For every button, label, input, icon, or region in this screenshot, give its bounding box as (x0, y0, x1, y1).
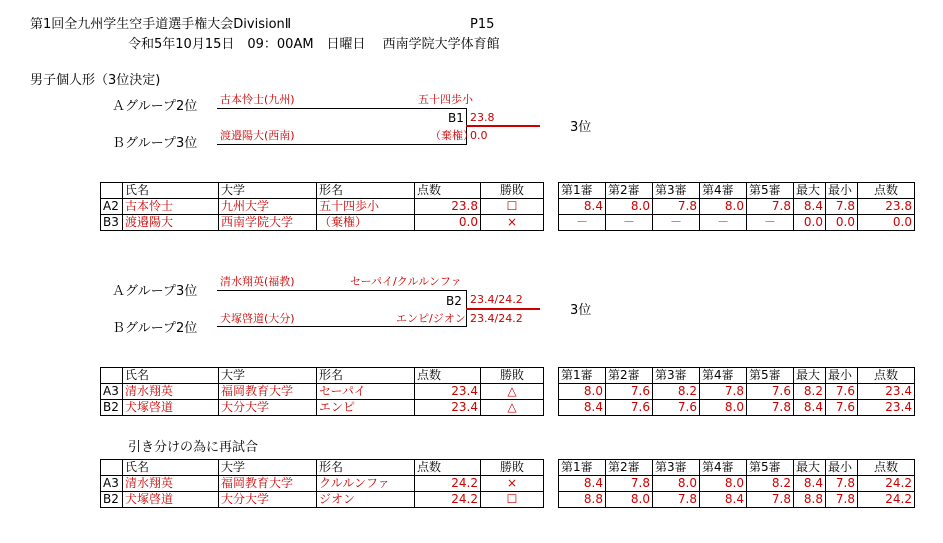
bracket-1-score-top: 23.8 (470, 111, 495, 124)
row-score: 23.4 (415, 400, 481, 416)
table-row (101, 384, 544, 400)
header-total: 点数 (858, 368, 915, 384)
row-result: ☐ (481, 199, 544, 215)
judge-score: 8.8 (559, 492, 606, 508)
total-score: 23.8 (858, 199, 915, 215)
bracket-2-score-top: 23.4/24.2 (470, 293, 523, 306)
judge-score: 7.6 (606, 384, 653, 400)
header-kata: 形名 (317, 183, 415, 199)
table-row (559, 476, 915, 492)
header-judge-3: 第3審 (653, 460, 700, 476)
header-cell (101, 368, 123, 384)
event-datetime-venue: 令和5年10月15日 09：00AM 日曜日 西南学院大学体育館 (128, 37, 500, 52)
header-judge-2: 第2審 (606, 460, 653, 476)
header-judge-3: 第3審 (653, 183, 700, 199)
judge-score: 7.6 (747, 384, 794, 400)
row-kata: クルルンファ (317, 476, 415, 492)
bracket-2-top-line (217, 290, 467, 291)
row-name: 犬塚啓道 (123, 400, 219, 416)
row-id: B3 (101, 215, 123, 231)
table-header-row (101, 368, 544, 384)
row-university: 大分大学 (219, 492, 317, 508)
results-table-3 (100, 459, 544, 508)
row-score: 23.4 (415, 384, 481, 400)
row-kata: セーパイ (317, 384, 415, 400)
row-id: A2 (101, 199, 123, 215)
judge-score: 8.0 (700, 400, 747, 416)
row-id: B2 (101, 492, 123, 508)
judge-score: 7.8 (606, 476, 653, 492)
row-score: 24.2 (415, 492, 481, 508)
bracket-2-match-id: B2 (446, 294, 462, 308)
total-score: 24.2 (858, 476, 915, 492)
min-score: 7.8 (826, 476, 858, 492)
header-judge-4: 第4審 (700, 368, 747, 384)
table-row (101, 400, 544, 416)
header-score: 点数 (415, 460, 481, 476)
bracket-2-bottom-kata: エンピ/ジオン (396, 312, 466, 325)
header-cell (101, 183, 123, 199)
judge-score: － (559, 215, 606, 231)
header-score: 点数 (415, 368, 481, 384)
row-score: 24.2 (415, 476, 481, 492)
row-result: △ (481, 384, 544, 400)
header-judge-3: 第3審 (653, 368, 700, 384)
table-row (559, 199, 915, 215)
max-score: 8.2 (794, 384, 826, 400)
row-name: 渡邉陽大 (123, 215, 219, 231)
row-result: × (481, 215, 544, 231)
row-name: 清水翔英 (123, 476, 219, 492)
header-max: 最大 (794, 368, 826, 384)
judge-score: － (653, 215, 700, 231)
judge-score: 8.0 (606, 199, 653, 215)
max-score: 8.4 (794, 199, 826, 215)
header-judge-1: 第1審 (559, 368, 606, 384)
judge-score: 7.6 (606, 400, 653, 416)
bracket-1-winner-line (466, 125, 540, 127)
table-row (559, 215, 915, 231)
header-university: 大学 (219, 368, 317, 384)
bracket-2-group-a: Ａグループ3位 (112, 284, 198, 299)
header-judge-4: 第4審 (700, 460, 747, 476)
header-judge-4: 第4審 (700, 183, 747, 199)
judge-score: － (747, 215, 794, 231)
judge-score: 8.2 (653, 384, 700, 400)
header-name: 氏名 (123, 460, 219, 476)
header-cell (101, 460, 123, 476)
bracket-1-place: 3位 (570, 120, 592, 135)
section-title: 男子個人形（3位決定) (30, 73, 161, 88)
judge-score: 7.8 (747, 199, 794, 215)
max-score: 8.8 (794, 492, 826, 508)
header-min: 最小 (826, 460, 858, 476)
table-row (559, 492, 915, 508)
bracket-2-bottom-line (217, 326, 467, 327)
row-university: 福岡教育大学 (219, 476, 317, 492)
total-score: 23.4 (858, 384, 915, 400)
bracket-1-bottom-name: 渡邉陽大(西南) (220, 129, 295, 142)
header-name: 氏名 (123, 183, 219, 199)
total-score: 0.0 (858, 215, 915, 231)
header-max: 最大 (794, 460, 826, 476)
row-name: 清水翔英 (123, 384, 219, 400)
bracket-1-bottom-kata: （棄権） (430, 129, 474, 142)
max-score: 8.4 (794, 476, 826, 492)
judge-score: 7.6 (653, 400, 700, 416)
judge-score: 8.4 (700, 492, 747, 508)
header-kata: 形名 (317, 460, 415, 476)
row-university: 九州大学 (219, 199, 317, 215)
page-number: P15 (470, 17, 495, 32)
judge-score: 8.4 (559, 476, 606, 492)
bracket-2-top-name: 清水翔英(福教) (220, 275, 295, 288)
bracket-1-top-name: 古本怜士(九州) (220, 93, 295, 106)
bracket-2-score-bottom: 23.4/24.2 (470, 312, 523, 325)
judges-table-3 (558, 459, 915, 508)
min-score: 7.8 (826, 199, 858, 215)
min-score: 7.6 (826, 384, 858, 400)
results-table-1 (100, 182, 544, 231)
bracket-1-match-id: B1 (448, 111, 464, 125)
header-score: 点数 (415, 183, 481, 199)
bracket-1-score-bottom: 0.0 (470, 129, 488, 142)
table-row (101, 476, 544, 492)
row-kata: 五十四歩小 (317, 199, 415, 215)
bracket-1-top-kata: 五十四歩小 (418, 93, 473, 106)
bracket-1-group-a: Ａグループ2位 (112, 99, 198, 114)
bracket-2-group-b: Ｂグループ2位 (112, 321, 198, 336)
min-score: 7.6 (826, 400, 858, 416)
bracket-2-place: 3位 (570, 303, 592, 318)
bracket-1-bottom-line (217, 144, 467, 145)
max-score: 0.0 (794, 215, 826, 231)
row-name: 古本怜士 (123, 199, 219, 215)
row-university: 福岡教育大学 (219, 384, 317, 400)
header-judge-5: 第5審 (747, 183, 794, 199)
table-row (101, 199, 544, 215)
table-row (559, 400, 915, 416)
row-score: 23.8 (415, 199, 481, 215)
min-score: 0.0 (826, 215, 858, 231)
rematch-note: 引き分けの為に再試合 (128, 440, 259, 455)
row-kata: （棄権） (317, 215, 415, 231)
judge-score: 7.8 (653, 199, 700, 215)
document-title: 第1回全九州学生空手道選手権大会DivisionⅡ (30, 17, 292, 32)
judge-score: 8.0 (653, 476, 700, 492)
judge-score: － (606, 215, 653, 231)
judge-score: 7.8 (747, 492, 794, 508)
header-kata: 形名 (317, 368, 415, 384)
bracket-2-top-kata: セーパイ/クルルンファ (350, 275, 462, 288)
header-result: 勝敗 (481, 368, 544, 384)
header-university: 大学 (219, 460, 317, 476)
row-result: × (481, 476, 544, 492)
header-university: 大学 (219, 183, 317, 199)
total-score: 23.4 (858, 400, 915, 416)
header-min: 最小 (826, 183, 858, 199)
table-row (559, 384, 915, 400)
judge-score: 8.0 (700, 476, 747, 492)
bracket-2-winner-line (466, 308, 540, 310)
row-result: ☐ (481, 492, 544, 508)
header-total: 点数 (858, 183, 915, 199)
min-score: 7.8 (826, 492, 858, 508)
row-name: 犬塚啓道 (123, 492, 219, 508)
judges-table-1 (558, 182, 915, 231)
row-score: 0.0 (415, 215, 481, 231)
judge-score: 8.2 (747, 476, 794, 492)
table-header-row (559, 460, 915, 476)
total-score: 24.2 (858, 492, 915, 508)
header-result: 勝敗 (481, 460, 544, 476)
header-max: 最大 (794, 183, 826, 199)
header-judge-2: 第2審 (606, 368, 653, 384)
row-id: A3 (101, 476, 123, 492)
header-judge-1: 第1審 (559, 183, 606, 199)
table-row (101, 492, 544, 508)
judge-score: 8.4 (559, 199, 606, 215)
judge-score: 7.8 (700, 384, 747, 400)
judge-score: 7.8 (747, 400, 794, 416)
row-result: △ (481, 400, 544, 416)
bracket-1-top-line (217, 108, 467, 109)
header-judge-5: 第5審 (747, 368, 794, 384)
row-university: 大分大学 (219, 400, 317, 416)
results-table-2 (100, 367, 544, 416)
bracket-1-group-b: Ｂグループ3位 (112, 136, 198, 151)
table-header-row (559, 183, 915, 199)
row-id: B2 (101, 400, 123, 416)
judge-score: 8.0 (606, 492, 653, 508)
table-row (101, 215, 544, 231)
judge-score: 7.8 (653, 492, 700, 508)
row-id: A3 (101, 384, 123, 400)
judge-score: － (700, 215, 747, 231)
bracket-2-bottom-name: 犬塚啓道(大分) (220, 312, 295, 325)
judge-score: 8.4 (559, 400, 606, 416)
header-result: 勝敗 (481, 183, 544, 199)
table-header-row (101, 183, 544, 199)
row-university: 西南学院大学 (219, 215, 317, 231)
table-header-row (559, 368, 915, 384)
judge-score: 8.0 (559, 384, 606, 400)
header-name: 氏名 (123, 368, 219, 384)
row-kata: エンピ (317, 400, 415, 416)
header-min: 最小 (826, 368, 858, 384)
header-total: 点数 (858, 460, 915, 476)
max-score: 8.4 (794, 400, 826, 416)
table-header-row (101, 460, 544, 476)
header-judge-1: 第1審 (559, 460, 606, 476)
judges-table-2 (558, 367, 915, 416)
row-kata: ジオン (317, 492, 415, 508)
header-judge-5: 第5審 (747, 460, 794, 476)
judge-score: 8.0 (700, 199, 747, 215)
header-judge-2: 第2審 (606, 183, 653, 199)
